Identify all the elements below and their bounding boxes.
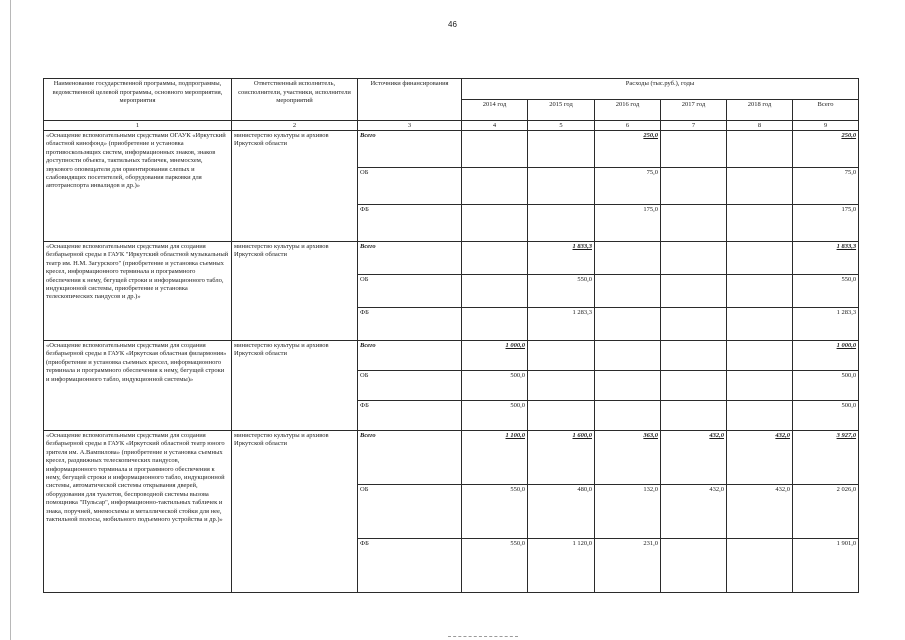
amount-cell: 1 283,3 xyxy=(528,308,595,341)
amount-total: 1 901,0 xyxy=(793,539,859,593)
amount-cell xyxy=(727,205,793,242)
amount-cell xyxy=(727,539,793,593)
measure-executor: министерство культуры и архивов Иркутской области xyxy=(232,341,358,431)
amount-cell: 500,0 xyxy=(462,401,528,431)
amount-cell xyxy=(595,371,661,401)
amount-cell xyxy=(661,539,727,593)
amount-cell xyxy=(661,242,727,275)
amount-total: 1 283,3 xyxy=(793,308,859,341)
amount-cell xyxy=(462,168,528,205)
amount-cell xyxy=(727,275,793,308)
amount-cell: 231,0 xyxy=(595,539,661,593)
amount-cell: 1 000,0 xyxy=(462,341,528,371)
measure-name: «Оснащение вспомогательными средствами для создания безбарьерной среды в ГАУК «Иркутская областная филармония» (приобретение и установка съемных кресел, информационного терминала и программного обеспечения к нему, бегущей строки и информационного табло, индукционной системы)» xyxy=(44,341,232,431)
funding-source: Всего xyxy=(358,431,462,485)
amount-cell: 550,0 xyxy=(462,539,528,593)
table-row xyxy=(44,341,859,371)
table-row xyxy=(44,242,859,275)
column-index-row xyxy=(44,121,859,131)
header-expenses: Расходы (тыс.руб.), годы xyxy=(462,79,859,100)
amount-cell xyxy=(727,168,793,205)
budget-table xyxy=(43,78,859,593)
amount-cell: 432,0 xyxy=(661,431,727,485)
funding-source: ФБ xyxy=(358,539,462,593)
column-index: 8 xyxy=(727,121,793,131)
amount-cell xyxy=(661,131,727,168)
funding-source: Всего xyxy=(358,242,462,275)
amount-cell xyxy=(462,275,528,308)
measure-executor: министерство культуры и архивов Иркутской области xyxy=(232,431,358,593)
amount-cell: 1 120,0 xyxy=(528,539,595,593)
measure-executor: министерство культуры и архивов Иркутской области xyxy=(232,131,358,242)
amount-cell: 250,0 xyxy=(595,131,661,168)
header-year: 2018 год xyxy=(727,100,793,121)
amount-cell xyxy=(595,275,661,308)
amount-cell xyxy=(595,242,661,275)
funding-source: Всего xyxy=(358,131,462,168)
column-index: 6 xyxy=(595,121,661,131)
amount-total: 1 833,3 xyxy=(793,242,859,275)
column-index: 5 xyxy=(528,121,595,131)
column-index: 3 xyxy=(358,121,462,131)
amount-total: 3 927,0 xyxy=(793,431,859,485)
funding-source: ФБ xyxy=(358,205,462,242)
amount-cell: 550,0 xyxy=(528,275,595,308)
header-year: 2016 год xyxy=(595,100,661,121)
column-index: 2 xyxy=(232,121,358,131)
amount-cell xyxy=(727,371,793,401)
amount-cell xyxy=(528,341,595,371)
amount-cell xyxy=(661,341,727,371)
amount-cell xyxy=(727,308,793,341)
amount-cell xyxy=(661,308,727,341)
header-row xyxy=(44,79,859,100)
amount-total: 500,0 xyxy=(793,401,859,431)
scan-edge-line xyxy=(10,0,11,640)
amount-cell: 432,0 xyxy=(727,431,793,485)
amount-cell xyxy=(528,401,595,431)
amount-cell xyxy=(661,371,727,401)
header-total: Всего xyxy=(793,100,859,121)
amount-cell xyxy=(661,275,727,308)
column-index: 9 xyxy=(793,121,859,131)
amount-cell xyxy=(727,341,793,371)
amount-cell xyxy=(528,168,595,205)
table-row xyxy=(44,431,859,485)
funding-source: ОБ xyxy=(358,275,462,308)
amount-cell: 432,0 xyxy=(727,485,793,539)
amount-cell xyxy=(661,168,727,205)
amount-cell: 432,0 xyxy=(661,485,727,539)
amount-cell xyxy=(661,205,727,242)
header-year: 2015 год xyxy=(528,100,595,121)
amount-cell: 363,0 xyxy=(595,431,661,485)
amount-cell xyxy=(462,205,528,242)
amount-cell xyxy=(595,341,661,371)
amount-cell xyxy=(595,308,661,341)
funding-source: Всего xyxy=(358,341,462,371)
measure-name: «Оснащение вспомогательными средствами для создания безбарьерной среды в ГАУК "Иркутский областной музыкальный театр им. Н.М. Загурского" (приобретение и установка съемных кресел, информационного терминала и программного обеспечения к нему, бегущей строки и информационного табло, индукционной системы, приобретение и установка телескопических пандусов и др.)» xyxy=(44,242,232,341)
measure-name: «Оснащение вспомогательными средствами для создания безбарьерной среды в ГАУК «Иркутский областной театр юного зрителя им. А.Вампилова» (приобретение и установка съемных кресел, раздвижных телескопических пандусов, информационного терминала и программного обеспечения к нему, бегущей строки и информационного табло, индукционной системы, автоматической системы открывания дверей, оборудования для туалетов, беспроводной системы вызова помощника "Пульсар", информационно-тактильных табличек и знака, поручней, мнемосхемы и металлической стойки для нее, тактильной полосы, мобильного подъемного устройства и др.)» xyxy=(44,431,232,593)
amount-cell: 75,0 xyxy=(595,168,661,205)
amount-cell xyxy=(462,242,528,275)
funding-source: ФБ xyxy=(358,401,462,431)
amount-total: 1 000,0 xyxy=(793,341,859,371)
amount-total: 550,0 xyxy=(793,275,859,308)
amount-cell xyxy=(462,308,528,341)
header-name: Наименование государственной программы, подпрограммы, ведомственной целевой программы, основного мероприятия, мероприятия xyxy=(44,79,232,121)
amount-cell: 132,0 xyxy=(595,485,661,539)
funding-source: ФБ xyxy=(358,308,462,341)
header-year: 2014 год xyxy=(462,100,528,121)
amount-cell: 550,0 xyxy=(462,485,528,539)
measure-rows xyxy=(44,131,859,593)
amount-total: 75,0 xyxy=(793,168,859,205)
amount-cell xyxy=(462,131,528,168)
measure-name: «Оснащение вспомогательными средствами ОГАУК «Иркутский областной кинофонд» (приобретение и установка противоскользящих систем, информационных знаков, знаков доступности объекта, тактильных табличек, мнемосхем, звукового оповещателя для ориентирования слепых и слабовидящих посетителей, оборудования парковки для автотранспорта инвалидов и др.)» xyxy=(44,131,232,242)
funding-source: ОБ xyxy=(358,371,462,401)
amount-cell xyxy=(528,371,595,401)
page-number: 46 xyxy=(448,20,457,29)
amount-cell xyxy=(595,401,661,431)
amount-total: 2 026,0 xyxy=(793,485,859,539)
column-index: 1 xyxy=(44,121,232,131)
amount-cell: 1 600,0 xyxy=(528,431,595,485)
amount-cell: 500,0 xyxy=(462,371,528,401)
header-executor: Ответственный исполнитель, соисполнители, участники, исполнители мероприятий xyxy=(232,79,358,121)
scan-bottom-mark xyxy=(448,636,518,638)
amount-cell xyxy=(727,131,793,168)
amount-cell xyxy=(528,205,595,242)
amount-cell: 1 100,0 xyxy=(462,431,528,485)
amount-total: 175,0 xyxy=(793,205,859,242)
measure-executor: министерство культуры и архивов Иркутской области xyxy=(232,242,358,341)
table-row xyxy=(44,131,859,168)
column-index: 4 xyxy=(462,121,528,131)
header-source: Источники финансирования xyxy=(358,79,462,121)
amount-cell: 175,0 xyxy=(595,205,661,242)
amount-cell xyxy=(661,401,727,431)
amount-cell: 1 833,3 xyxy=(528,242,595,275)
amount-cell xyxy=(727,242,793,275)
amount-cell xyxy=(528,131,595,168)
column-index: 7 xyxy=(661,121,727,131)
header-year: 2017 год xyxy=(661,100,727,121)
amount-cell: 480,0 xyxy=(528,485,595,539)
funding-source: ОБ xyxy=(358,485,462,539)
amount-cell xyxy=(727,401,793,431)
funding-source: ОБ xyxy=(358,168,462,205)
amount-total: 500,0 xyxy=(793,371,859,401)
amount-total: 250,0 xyxy=(793,131,859,168)
